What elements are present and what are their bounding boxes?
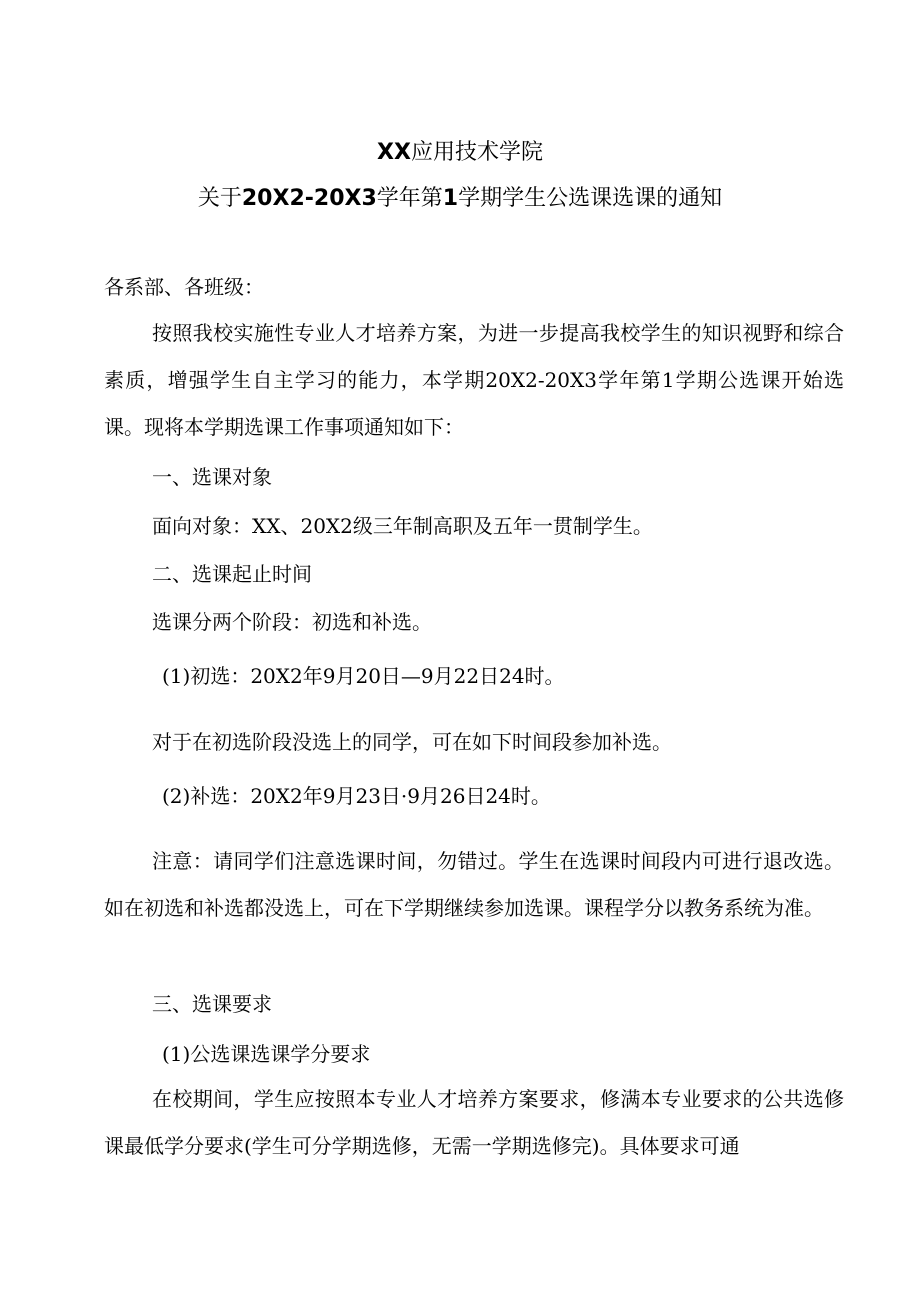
title-academic-years: 20X2-20X3 [241, 186, 377, 211]
title-line-1 [0, 138, 920, 168]
section-1-heading: 一、选课对象 [152, 465, 272, 489]
salutation: 各系部、各班级： [104, 275, 264, 299]
title-prefix: 关于 [197, 186, 242, 211]
section-2-heading: 二、选课起止时间 [152, 562, 312, 586]
section-3-paragraph: 在校期间，学生应按照本专业人才培养方案要求，修满本专业要求的公共选修课最低学分要求(学生可分学期选修，无需一学期选修完)。具体要求可通 [104, 1087, 844, 1158]
title-line-2 [0, 184, 920, 214]
title-term-number: 1 [442, 186, 459, 211]
section-1-text: 面向对象：XX、20X2级三年制高职及五年一贯制学生。 [152, 514, 653, 538]
second-round-intro: 对于在初选阶段没选上的同学，可在如下时间段参加补选。 [152, 730, 672, 754]
second-round-schedule: (2)补选：20X2年9月23日·9月26日24时。 [162, 784, 551, 808]
title-year-suffix: 学年第 [376, 186, 443, 211]
section-3-heading: 三、选课要求 [152, 992, 272, 1016]
section-3-subheading-1: (1)公选课选课学分要求 [162, 1042, 371, 1066]
first-round-schedule: (1)初选：20X2年9月20日—9月22日24时。 [162, 664, 565, 688]
title-remainder: 学期学生公选课选课的通知 [458, 186, 723, 211]
section-2-text: 选课分两个阶段：初选和补选。 [152, 610, 432, 634]
title-school-name: 应用技术学院 [410, 140, 543, 165]
intro-paragraph: 按照我校实施性专业人才培养方案，为进一步提高我校学生的知识视野和综合素质，增强学生自主学习的能力，本学期20X2-20X3学年第1学期公选课开始选课。现将本学期选课工作事项通知如下： [104, 321, 844, 439]
notice-paragraph: 注意：请同学们注意选课时间，勿错过。学生在选课时间段内可进行退改选。如在初选和补选都没选上，可在下学期继续参加选课。课程学分以教务系统为准。 [104, 849, 844, 920]
title-school-code: XX [377, 140, 411, 165]
